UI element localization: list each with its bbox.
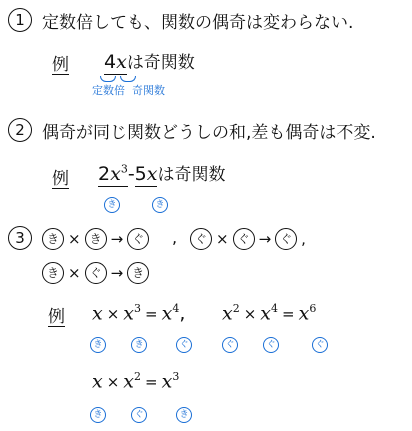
- annotation-odd-function: 奇関数: [132, 84, 165, 97]
- annotation-constant-multiple: 定数倍: [92, 84, 125, 97]
- example-3-2-expression: $x^2 \times x^4 = x^6$: [222, 302, 317, 325]
- rule-even-even-even: ぐ × ぐ → ぐ ,: [190, 228, 310, 250]
- example-3-1-expression: $x \times x^3 = x^4$,: [92, 302, 186, 325]
- example-3-1-labels: き き ぐ: [90, 332, 192, 353]
- section-1-number: 1: [8, 8, 32, 32]
- example-3-3-labels: き ぐ き: [90, 402, 192, 423]
- rule-odd-even-odd: き × ぐ → き: [42, 262, 149, 284]
- example-label-2: 例: [52, 169, 69, 189]
- example-3-3-expression: $x \times x^2 = x^3$: [92, 370, 180, 393]
- section-2-number: 2: [8, 118, 32, 142]
- example-label-1: 例: [52, 55, 69, 75]
- label-term1: き: [104, 192, 120, 213]
- label-term2: き: [152, 192, 168, 213]
- example-1-expression: 4xは奇関数: [104, 51, 195, 73]
- example-2-expression: $2x^3-5x$は奇関数: [98, 162, 226, 185]
- rule-odd-odd-even: き × き → ぐ: [42, 228, 149, 250]
- example-3-2-labels: ぐ ぐ ぐ: [222, 332, 328, 353]
- example-label-3: 例: [48, 307, 65, 327]
- comma-1: ,: [172, 228, 178, 247]
- section-1-statement: 定数倍しても、関数の偶奇は変わらない.: [42, 13, 354, 33]
- section-3-number: 3: [8, 226, 32, 250]
- section-2-statement: 偶奇が同じ関数どうしの和,差も偶奇は不変.: [42, 123, 376, 143]
